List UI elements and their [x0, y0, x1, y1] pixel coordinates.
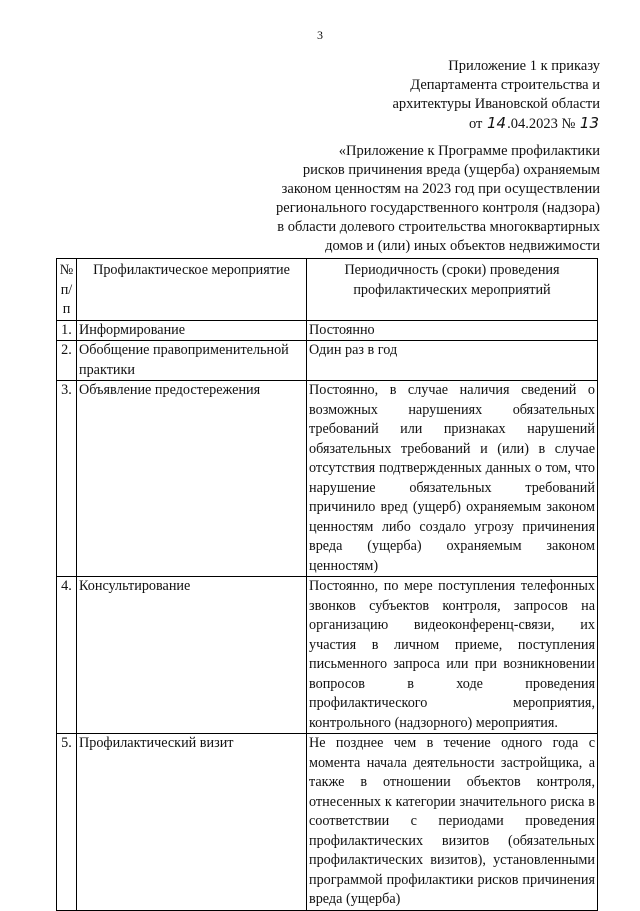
table-row [57, 734, 598, 911]
date-prefix: от [468, 116, 483, 132]
header-period: Периодичность (сроки) проведения профилактических мероприятий [307, 259, 598, 321]
order-date-line [270, 114, 600, 134]
appendix-line: Департамента строительства и [410, 77, 600, 93]
appendix-line: Приложение 1 к приказу [448, 58, 600, 74]
row-num: 4. [57, 577, 77, 734]
program-reference [240, 142, 600, 256]
row-measure: Профилактический визит [77, 734, 307, 911]
header-num: № п/п [57, 259, 77, 321]
row-num: 2. [57, 341, 77, 381]
program-reference-line: рисков причинения вреда (ущерба) охраняемым [302, 162, 600, 178]
row-measure: Объявление предостережения [77, 381, 307, 577]
row-period: Не позднее чем в течение одного года с момента начала деятельности застройщика, а также в отношении объектов контроля, отнесенных к категории значительного риска в соответствии с периодами проведения профилактических визитов (обязательных профилактических визитов), установленными программой профилактики рисков причинения вреда (ущерба) [307, 734, 598, 911]
program-reference-line: законом ценностям на 2023 год при осуществлении [281, 181, 600, 197]
handwritten-order-number: 13 [579, 114, 599, 132]
program-reference-line: «Приложение к Программе профилактики [338, 143, 600, 159]
prevention-measures-table [56, 258, 598, 911]
row-period: Один раз в год [307, 341, 598, 381]
row-num: 5. [57, 734, 77, 911]
table-row [57, 320, 598, 341]
program-reference-line: регионального государственного контроля (надзора) [276, 200, 600, 216]
row-period: Постоянно, в случае наличия сведений о возможных нарушениях обязательных требований или признаках нарушений обязательных требований и (или) в случае отсутствия подтвержденных данных о том, что нарушение обязательных требований причинило вред (ущерб) охраняемым законом ценностям либо создало угрозу причинения вреда (ущерба) охраняемым законом ценностям) [307, 381, 598, 577]
program-reference-line: домов и (или) иных объектов недвижимости [325, 238, 600, 254]
program-reference-line: в области долевого строительства многоквартирных [277, 219, 600, 235]
row-num: 1. [57, 320, 77, 341]
row-period: Постоянно, по мере поступления телефонных звонков субъектов контроля, запросов на организацию видеоконференц-связи, их участия в личном приеме, поступления письменного запроса или при возникновении вопросов в ходе проведения профилактического мероприятия, контрольного (надзорного) мероприятия. [307, 577, 598, 734]
handwritten-day: 14 [486, 114, 507, 132]
table-row [57, 577, 598, 734]
page-number: 3 [317, 28, 323, 42]
row-num: 3. [57, 381, 77, 577]
appendix-line: архитектуры Ивановской области [392, 96, 600, 112]
appendix-header [270, 57, 600, 134]
row-measure: Информирование [77, 320, 307, 341]
table-row [57, 341, 598, 381]
table-row [57, 381, 598, 577]
row-measure: Обобщение правоприменительной практики [77, 341, 307, 381]
row-period: Постоянно [307, 320, 598, 341]
header-measure: Профилактическое мероприятие [77, 259, 307, 321]
table-header-row [57, 259, 598, 321]
date-rest: .04.2023 № [507, 116, 576, 132]
row-measure: Консультирование [77, 577, 307, 734]
